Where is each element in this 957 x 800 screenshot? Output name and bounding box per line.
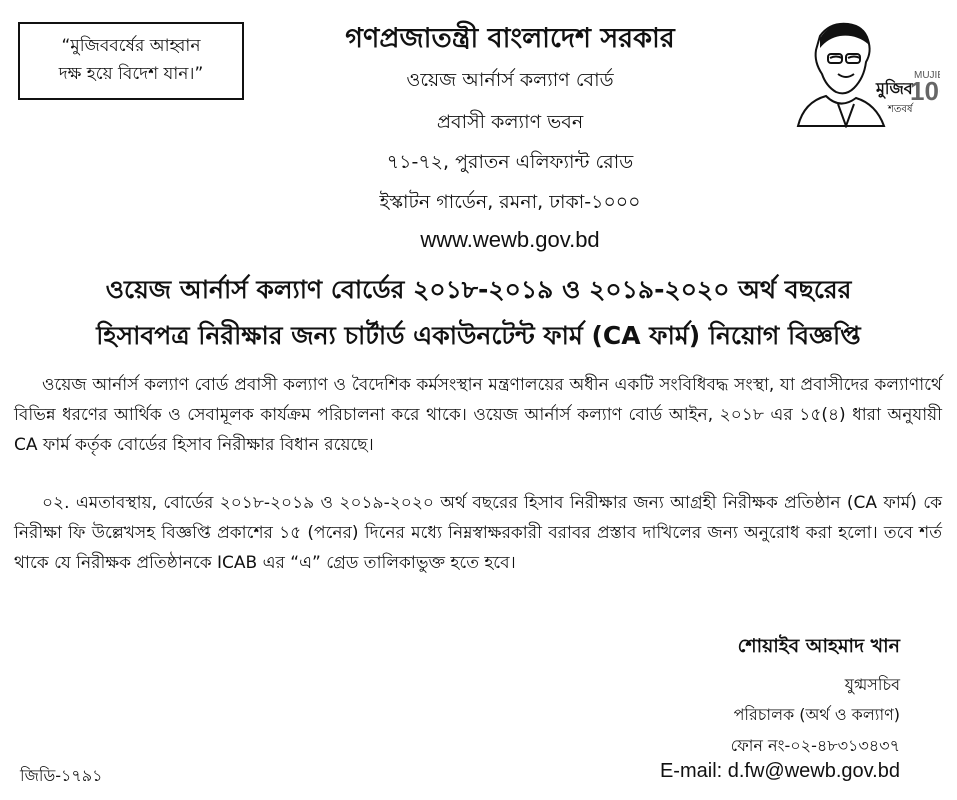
svg-text:MUJIB: MUJI [914,70,938,81]
paragraph-1-text: ওয়েজ আর্নার্স কল্যাণ বোর্ড প্রবাসী কল্যাণ ও বৈদেশিক কর্মসংস্থান মন্ত্রণালয়ের অধীন একটি সংবিধিবদ্ধ সংস্থা, যা প্রবাসীদের কল্যাণার্থে বিভিন্ন ধরণের আর্থিক ও সেবামূলক কার্যক্রম পরিচালনা করে থাকে। ওয়েজ আর্নার্স কল্যাণ বোর্ড আইন, ২০১৮ এর ১৫(৪) ধারা অনুযায়ী CA ফার্ম কর্তৃক বোর্ডের হিসাব নিরীক্ষার বিধান রয়েছে। [14,375,942,455]
board-name: ওয়েজ আর্নার্স কল্যাণ বোর্ড [406,69,614,91]
website-link[interactable]: www.wewb.gov.bd [420,227,600,252]
svg-text:100: 10 [910,76,939,106]
svg-text:মুজিব: মুজিব [876,79,913,98]
notice-title-line-2: হিসাবপত্র নিরীক্ষার জন্য চার্টার্ড একাউনটেন্ট ফার্ম (CA ফার্ম) নিয়োগ বিজ্ঞপ্তি [96,321,861,350]
slogan-box [18,22,244,100]
slogan-line-1: “মুজিববর্ষের আহ্বান [61,36,201,56]
signatory-name: শোয়াইব আহমাদ খান [737,635,900,657]
building-name: প্রবাসী কল্যাণ ভবন [436,111,584,133]
body-paragraph-1 [14,370,942,460]
signatory-phone: ফোন নং-০২-৪৮৩১৩৪৩৭ [730,736,900,755]
svg-text:শতবর্ষ: শতবর্ষ [888,104,913,115]
slogan-line-2: দক্ষ হয়ে বিদেশ যান।” [58,64,204,84]
mujib-portrait-icon [790,18,940,128]
area-address: ইস্কাটন গার্ডেন, রমনা, ঢাকা-১০০০ [379,191,641,213]
street-address: ৭১-৭২, পুরাতন এলিফ্যান্ট রোড [386,151,634,173]
government-name: গণপ্রজাতন্ত্রী বাংলাদেশ সরকার [345,23,675,54]
signatory-email[interactable]: E-mail: d.fw@wewb.gov.bd [659,760,900,782]
notice-title-line-1: ওয়েজ আর্নার্স কল্যাণ বোর্ডের ২০১৮-২০১৯ ও ২০১৯-২০২০ অর্থ বছরের [105,275,852,304]
signatory-role: পরিচালক (অর্থ ও কল্যাণ) [733,705,900,724]
mujib-100-logo [790,18,940,128]
paragraph-2-text: ০২. এমতাবস্থায়, বোর্ডের ২০১৮-২০১৯ ও ২০১৯-২০২০ অর্থ বছরের হিসাব নিরীক্ষার জন্য আগ্রহী নিরীক্ষক প্রতিষ্ঠান (CA ফার্ম) কে নিরীক্ষা ফি উল্লেখসহ বিজ্ঞপ্তি প্রকাশের ১৫ (পনের) দিনের মধ্যে নিম্নস্বাক্ষরকারী বরাবর প্রস্তাব দাখিলের জন্য অনুরোধ করা হলো। তবে শর্ত থাকে যে নিরীক্ষক প্রতিষ্ঠানকে ICAB এর “এ” গ্রেড তালিকাভুক্ত হতে হবে। [14,493,942,573]
signatory-designation: যুগ্মসচিব [844,675,900,694]
body-paragraph-2 [14,488,942,578]
gd-number: জিডি-১৭৯১ [20,766,103,785]
